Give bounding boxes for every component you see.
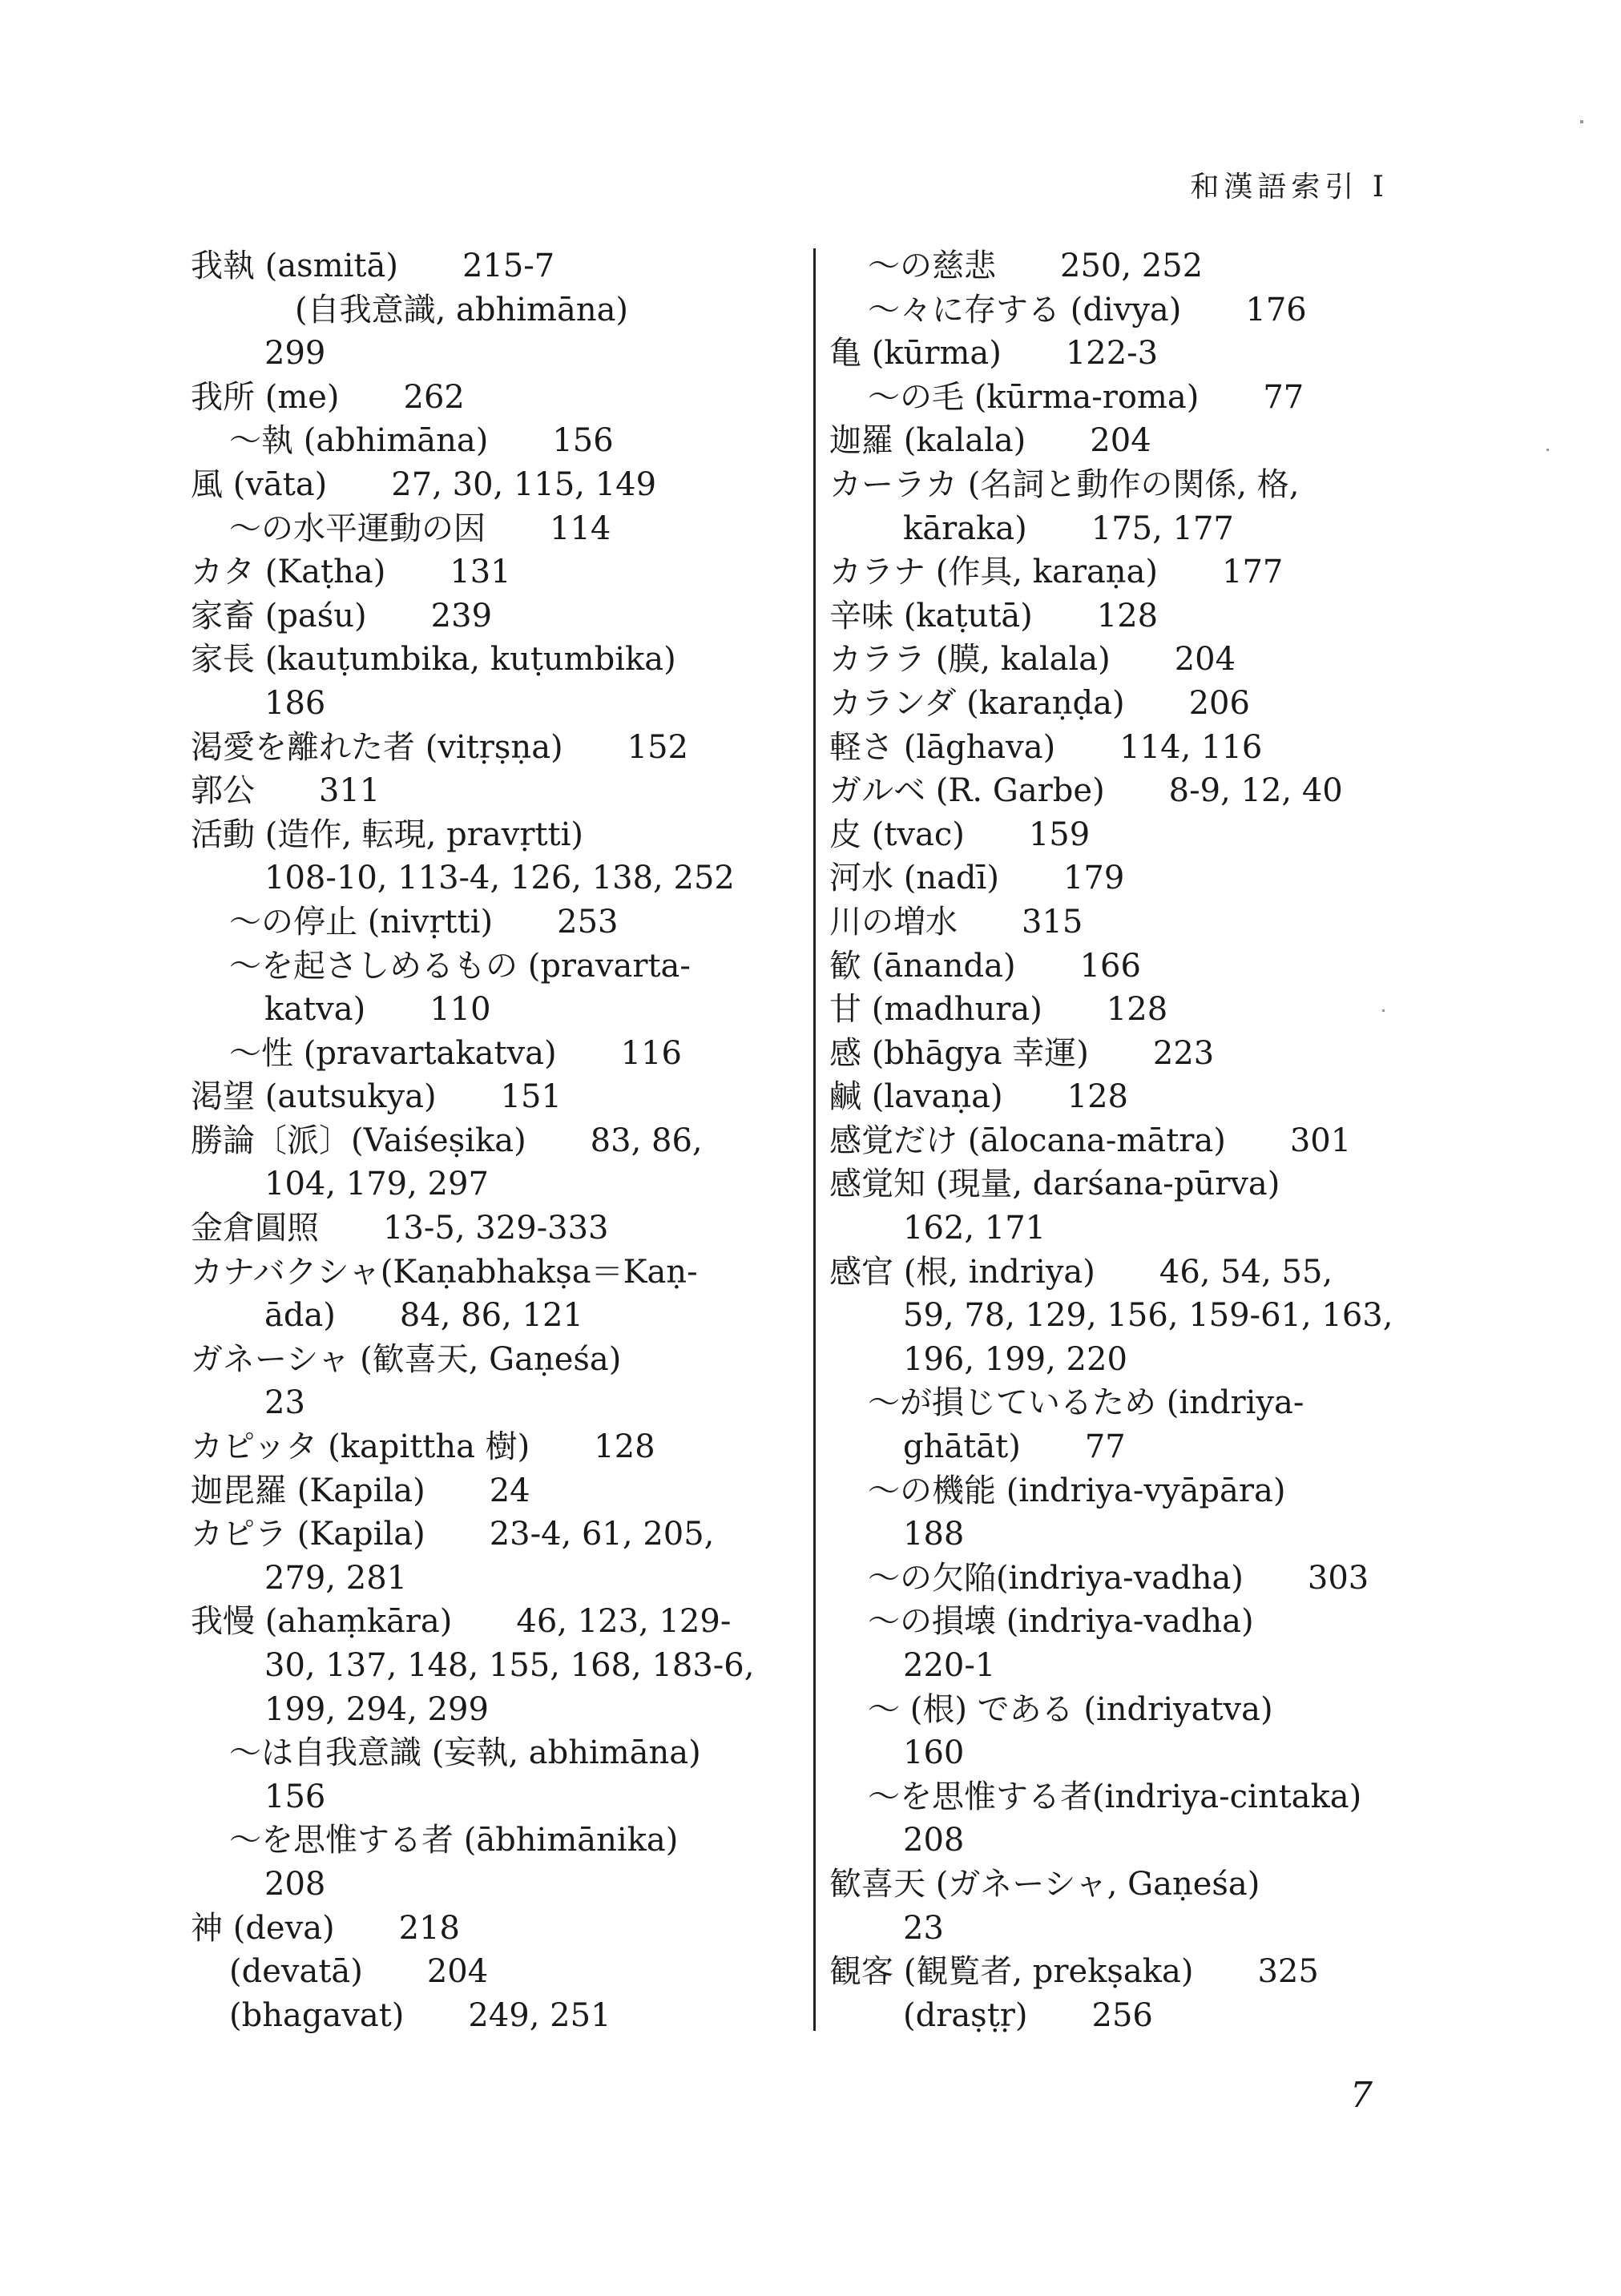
index-entry: 皮 (tvac) 159: [829, 816, 1091, 853]
index-subentry: ～ (根) である (indriyatva): [868, 1690, 1273, 1728]
index-subentry: ghātāt) 77: [903, 1428, 1126, 1466]
index-subentry: 160: [903, 1734, 965, 1772]
index-entry: カタ (Kaṭha) 131: [191, 554, 511, 591]
index-entry: 我所 (me) 262: [191, 378, 465, 416]
index-entry: 感官 (根, indriya) 46, 54, 55,: [829, 1253, 1333, 1291]
index-subentry: ～の損壊 (indriya-vadha): [868, 1603, 1254, 1641]
index-entry: 我慢 (ahaṃkāra) 46, 123, 129-: [191, 1603, 732, 1641]
index-entry: 迦羅 (kalala) 204: [829, 422, 1151, 460]
index-entry: カーラカ (名詞と動作の関係, 格,: [829, 465, 1300, 503]
index-entry: 風 (vāta) 27, 30, 115, 149: [191, 465, 657, 503]
index-subentry: 299: [264, 335, 326, 373]
index-entry: 河水 (nadī) 179: [829, 860, 1125, 897]
index-subentry: 162, 171: [903, 1210, 1046, 1247]
scan-speck: [1546, 449, 1549, 451]
index-subentry: 208: [903, 1822, 965, 1859]
index-subentry: 188: [903, 1516, 965, 1553]
index-entry: 神 (deva) 218: [191, 1909, 460, 1947]
index-subentry: 199, 294, 299: [264, 1690, 489, 1728]
index-subentry: 220-1: [903, 1647, 996, 1684]
index-subentry: 208: [264, 1865, 326, 1903]
index-subentry: 186: [264, 684, 326, 722]
index-subentry: ～を思惟する者(indriya-cintaka): [868, 1778, 1362, 1815]
index-entry: カラナ (作具, karaṇa) 177: [829, 554, 1284, 591]
index-entry: 活動 (造作, 転現, pravṛtti): [191, 816, 584, 853]
index-entry: 感覚知 (現量, darśana-pūrva): [829, 1166, 1280, 1203]
index-subentry: āda) 84, 86, 121: [264, 1297, 583, 1335]
index-entry: 家畜 (paśu) 239: [191, 597, 493, 634]
index-subentry: katva) 110: [264, 991, 491, 1029]
index-entry: 歓喜天 (ガネーシャ, Gaṇeśa): [829, 1865, 1260, 1903]
index-subentry: (draṣṭṛ) 256: [903, 1996, 1153, 2034]
index-subentry: (bhagavat) 249, 251: [229, 1996, 611, 2034]
column-divider: [813, 248, 816, 2031]
index-subentry: ～の機能 (indriya-vyāpāra): [868, 1472, 1286, 1509]
index-entry: 辛味 (kaṭutā) 128: [829, 597, 1159, 634]
index-entry: 亀 (kūrma) 122-3: [829, 335, 1159, 373]
index-entry: 勝論〔派〕(Vaiśeṣika) 83, 86,: [191, 1122, 703, 1159]
index-subentry: (自我意識, abhimāna): [295, 291, 629, 328]
index-entry: 川の増水 315: [829, 903, 1083, 941]
index-subentry: 23: [264, 1384, 305, 1422]
index-entry: 歓 (ānanda) 166: [829, 947, 1141, 985]
index-subentry: ～を起さしめるもの (pravarta-: [229, 947, 691, 985]
index-entry: 観客 (観覧者, prekṣaka) 325: [829, 1953, 1319, 1991]
scan-speck: [1382, 1009, 1385, 1012]
index-subentry: ～は自我意識 (妄執, abhimāna): [229, 1734, 701, 1772]
index-subentry: 196, 199, 220: [903, 1340, 1127, 1378]
index-entry: 鹹 (lavaṇa) 128: [829, 1078, 1128, 1116]
index-subentry: 279, 281: [264, 1559, 408, 1597]
index-entry: 迦毘羅 (Kapila) 24: [191, 1472, 530, 1509]
index-subentry: 108-10, 113-4, 126, 138, 252: [264, 860, 735, 897]
index-entry: 渇愛を離れた者 (vitṛṣṇa) 152: [191, 728, 688, 766]
index-entry: 家長 (kauṭumbika, kuṭumbika): [191, 641, 676, 679]
index-entry: カピッタ (kapittha 樹) 128: [191, 1428, 655, 1466]
index-column-left: [191, 244, 800, 2037]
index-entry: 渇望 (autsukya) 151: [191, 1078, 562, 1116]
index-subentry: ～々に存する (divya) 176: [868, 291, 1307, 328]
index-subentry: 59, 78, 129, 156, 159-61, 163,: [903, 1297, 1393, 1335]
index-entry: カピラ (Kapila) 23-4, 61, 205,: [191, 1516, 715, 1553]
index-entry: 感 (bhāgya 幸運) 223: [829, 1034, 1215, 1072]
index-entry: 我執 (asmitā) 215-7: [191, 248, 555, 284]
index-subentry: ～執 (abhimāna) 156: [229, 422, 614, 460]
index-entry: カララ (膜, kalala) 204: [829, 641, 1236, 679]
index-entry: 甘 (madhura) 128: [829, 991, 1168, 1029]
index-subentry: 30, 137, 148, 155, 168, 183-6,: [264, 1647, 755, 1684]
page-header: 和漢語索引 I: [1190, 171, 1389, 203]
index-entry: ガネーシャ (歓喜天, Gaṇeśa): [191, 1340, 622, 1378]
index-subentry: ～の停止 (nivṛtti) 253: [229, 903, 619, 941]
index-subentry: ～の水平運動の因 114: [229, 510, 611, 547]
index-entry: カランダ (karaṇḍa) 206: [829, 684, 1250, 722]
index-subentry: ～の毛 (kūrma-roma) 77: [868, 378, 1304, 416]
index-subentry: 156: [264, 1778, 326, 1815]
index-subentry: (devatā) 204: [229, 1953, 489, 1991]
index-subentry: ～の慈悲 250, 252: [868, 248, 1204, 284]
index-column-right: [829, 244, 1438, 2037]
index-entry: カナバクシャ(Kaṇabhakṣa＝Kaṇ-: [191, 1253, 698, 1291]
index-entry: 金倉圓照 13-5, 329-333: [191, 1210, 609, 1247]
index-subentry: ～性 (pravartakatva) 116: [229, 1034, 682, 1072]
index-entry: 郭公 311: [191, 772, 381, 810]
index-entry: 軽さ (lāghava) 114, 116: [829, 728, 1263, 766]
page-number: 7: [1350, 2075, 1373, 2116]
index-subentry: ～が損じているため (indriya-: [868, 1384, 1304, 1422]
index-entry: 感覚だけ (ālocana-mātra) 301: [829, 1122, 1352, 1159]
index-entry: ガルベ (R. Garbe) 8-9, 12, 40: [829, 772, 1343, 810]
index-subentry: ～の欠陥(indriya-vadha) 303: [868, 1559, 1369, 1597]
index-subentry: 23: [903, 1909, 944, 1947]
index-subentry: ～を思惟する者 (ābhimānika): [229, 1822, 679, 1859]
scan-speck: [1580, 120, 1583, 123]
index-subentry: kāraka) 175, 177: [903, 510, 1234, 547]
index-subentry: 104, 179, 297: [264, 1166, 489, 1203]
